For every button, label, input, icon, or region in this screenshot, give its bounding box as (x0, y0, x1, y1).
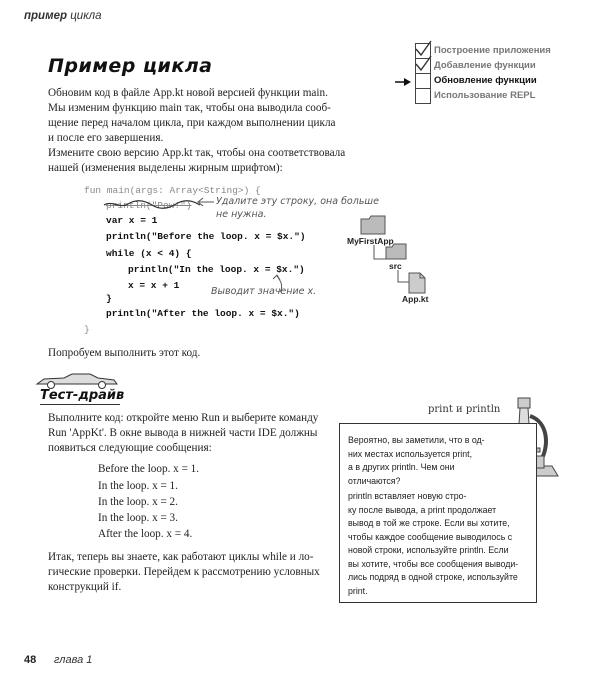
test-drive-underline (40, 404, 120, 405)
change-paragraph (48, 146, 348, 176)
intro-line: щение перед началом цикла, при каждом выполнении цикла (48, 117, 336, 129)
conclusion-line: гические проверки. Перейдем к рассмотрению условных (48, 566, 320, 578)
annotation-remove-line2: не нужна. (216, 209, 267, 220)
checklist-label-3: Обновление функции (434, 75, 537, 86)
file-label-appkt: App.kt (402, 294, 429, 304)
sidebar-line: новой строки, используйте println. Если (348, 545, 509, 555)
run-instr-line: Run 'AppKt'. В окне вывода в нижней части IDE должны (48, 427, 318, 439)
folder-label-src: src (389, 261, 402, 271)
running-header-rest: цикла (70, 10, 102, 22)
code-line-struck: println("Pow!") (106, 200, 192, 211)
intro-paragraph (48, 86, 348, 146)
sidebar-line: лись подряд в одной строке, используйте (348, 572, 518, 582)
conclusion-paragraph (48, 550, 338, 595)
code-line-increment: x = x + 1 (128, 280, 180, 291)
annotation-remove-line1: Удалите эту строку, она больше (216, 196, 379, 207)
sidebar-line: чтобы каждое сообщение выводилось с (348, 531, 513, 542)
folder-icon (385, 243, 407, 260)
sidebar-title: print и println (428, 404, 501, 415)
code-line-close-fun: } (84, 324, 90, 335)
checklist-box-3 (415, 73, 431, 89)
intro-line: и после его завершения. (48, 132, 164, 144)
sidebar-line: вы хотите, чтобы все сообщения выводи- (348, 558, 519, 569)
chapter-label: глава 1 (54, 654, 93, 666)
sidebar-line: отличаются? (348, 475, 401, 486)
code-line-while: while (x < 4) { (106, 248, 192, 259)
intro-line: Обновим код в файле App.kt новой версией функции main. (48, 87, 328, 99)
try-run-text: Попробуем выполнить этот код. (48, 347, 201, 359)
sidebar-line: них местах используется print, (348, 448, 473, 459)
sidebar-line: print. (348, 585, 368, 596)
file-icon (408, 272, 426, 294)
current-step-arrow-icon (394, 76, 414, 88)
output-line-2: In the loop. x = 1. (98, 480, 178, 492)
output-line-3: In the loop. x = 2. (98, 496, 178, 508)
sidebar-line: вывод в той же строке. Если вы хотите, (348, 518, 510, 528)
output-line-5: After the loop. x = 4. (98, 528, 193, 540)
change-line: нашей (изменения выделены жирным шрифтом): (48, 162, 283, 174)
folder-label-root: MyFirstApp (347, 236, 394, 246)
sidebar-line: println вставляет новую стро- (348, 491, 467, 501)
checklist-label-4: Использование REPL (434, 90, 536, 101)
run-instr-line: появиться следующие сообщения: (48, 442, 212, 454)
code-line-fun: fun main(args: Array<String>) { (84, 185, 261, 196)
annotation-arrow-icon (196, 197, 216, 207)
checklist-box-4 (415, 88, 431, 104)
run-instructions (48, 411, 338, 456)
running-header (24, 10, 102, 22)
sidebar-line: ку после вывода, а print продолжает (348, 504, 497, 515)
folder-icon (360, 215, 386, 235)
conclusion-line: конструкций if. (48, 581, 122, 593)
sidebar-line: а в других println. Чем они (348, 462, 455, 472)
annotation-prints-x: Выводит значение x. (211, 286, 317, 297)
output-line-1: Before the loop. x = 1. (98, 463, 200, 475)
conclusion-line: Итак, теперь вы знаете, как работают циклы while и ло- (48, 551, 314, 563)
test-drive-title: Тест-драйв (40, 388, 125, 403)
intro-line: Мы изменим функцию main так, чтобы она выводила сооб- (48, 102, 331, 114)
page-number: 48 (24, 654, 37, 666)
check-mark-icon (413, 54, 433, 74)
sidebar-line: Вероятно, вы заметили, что в од- (348, 435, 485, 445)
page-title: Пример цикла (48, 55, 213, 77)
run-instr-line: Выполните код: откройте меню Run и выберите команду (48, 412, 319, 424)
checklist-label-1: Построение приложения (434, 45, 551, 56)
output-line-4: In the loop. x = 3. (98, 512, 178, 524)
change-line: Измените свою версию App.kt так, чтобы она соответствовала (48, 147, 346, 159)
code-line-after: println("After the loop. x = $x.") (106, 308, 300, 319)
code-line-close-while: } (106, 293, 112, 304)
checklist-label-2: Добавление функции (434, 60, 536, 71)
running-header-strong: пример (24, 10, 68, 22)
code-line-in-loop: println("In the loop. x = $x.") (128, 264, 305, 275)
code-line-var: var x = 1 (106, 215, 158, 226)
sidebar-p1 (348, 434, 485, 488)
sidebar-p2 (348, 490, 518, 598)
code-line-before: println("Before the loop. x = $x.") (106, 231, 306, 242)
